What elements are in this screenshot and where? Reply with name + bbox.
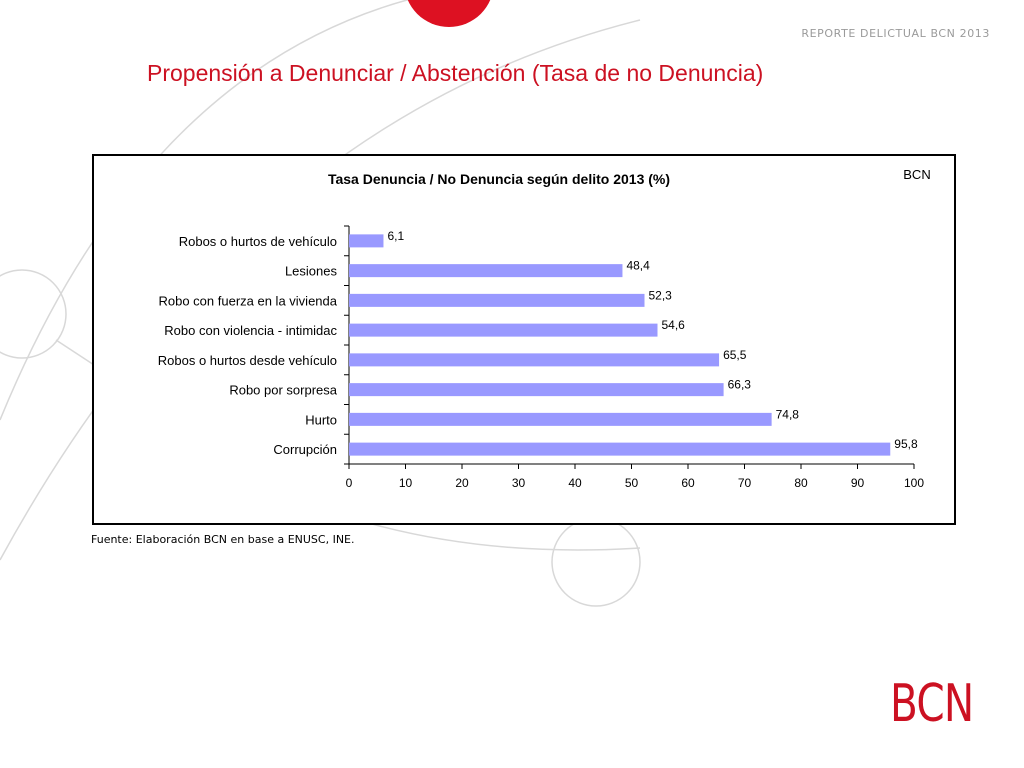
data-label: 52,3 xyxy=(648,288,672,303)
x-tick-label: 50 xyxy=(624,476,639,490)
source-note: Fuente: Elaboración BCN en base a ENUSC, INE. xyxy=(91,533,355,546)
bcn-logo: BCN xyxy=(890,674,974,734)
bar xyxy=(349,324,657,337)
category-label: Robo por sorpresa xyxy=(229,382,337,398)
chart-title: Tasa Denuncia / No Denuncia según delito 2013 (%) xyxy=(327,171,671,187)
chart-frame xyxy=(92,154,956,525)
data-label: 74,8 xyxy=(775,407,799,422)
x-tick-label: 20 xyxy=(455,476,469,490)
x-tick-label: 70 xyxy=(737,476,752,490)
report-tag: REPORTE DELICTUAL BCN 2013 xyxy=(801,27,990,40)
x-tick-label: 30 xyxy=(511,476,526,490)
data-label: 95,8 xyxy=(894,437,918,452)
page-title: Propensión a Denunciar / Abstención (Tasa de no Denuncia) xyxy=(147,60,764,86)
x-tick-label: 40 xyxy=(568,476,582,490)
data-label: 65,5 xyxy=(723,347,747,362)
bar xyxy=(349,353,719,366)
bar xyxy=(349,234,383,247)
bar xyxy=(349,264,622,277)
category-label: Hurto xyxy=(305,412,337,428)
bar xyxy=(349,413,772,426)
x-tick-label: 80 xyxy=(794,476,808,490)
data-label: 6,1 xyxy=(387,228,405,243)
x-tick-label: 0 xyxy=(345,476,353,490)
bar xyxy=(349,443,890,456)
chart-corner-label: BCN xyxy=(903,167,931,182)
data-label: 54,6 xyxy=(661,318,685,333)
decor-red-circle xyxy=(404,0,494,27)
data-label: 48,4 xyxy=(626,258,650,273)
bar xyxy=(349,294,644,307)
category-label: Robos o hurtos de vehículo xyxy=(178,233,337,249)
category-label: Robo con fuerza en la vivienda xyxy=(158,293,337,309)
x-tick-label: 100 xyxy=(903,476,925,490)
x-tick-label: 10 xyxy=(398,476,413,490)
category-label: Robos o hurtos desde vehículo xyxy=(157,352,337,368)
x-tick-label: 60 xyxy=(681,476,695,490)
bar xyxy=(349,383,724,396)
bar-chart xyxy=(94,156,954,523)
category-label: Lesiones xyxy=(284,263,337,279)
x-tick-label: 90 xyxy=(850,476,865,490)
category-label: Corrupción xyxy=(273,442,337,458)
plot-area xyxy=(158,226,925,490)
data-label: 66,3 xyxy=(727,377,751,392)
category-label: Robo con violencia - intimidac xyxy=(164,323,337,339)
decor-circle-bottom xyxy=(552,518,640,606)
